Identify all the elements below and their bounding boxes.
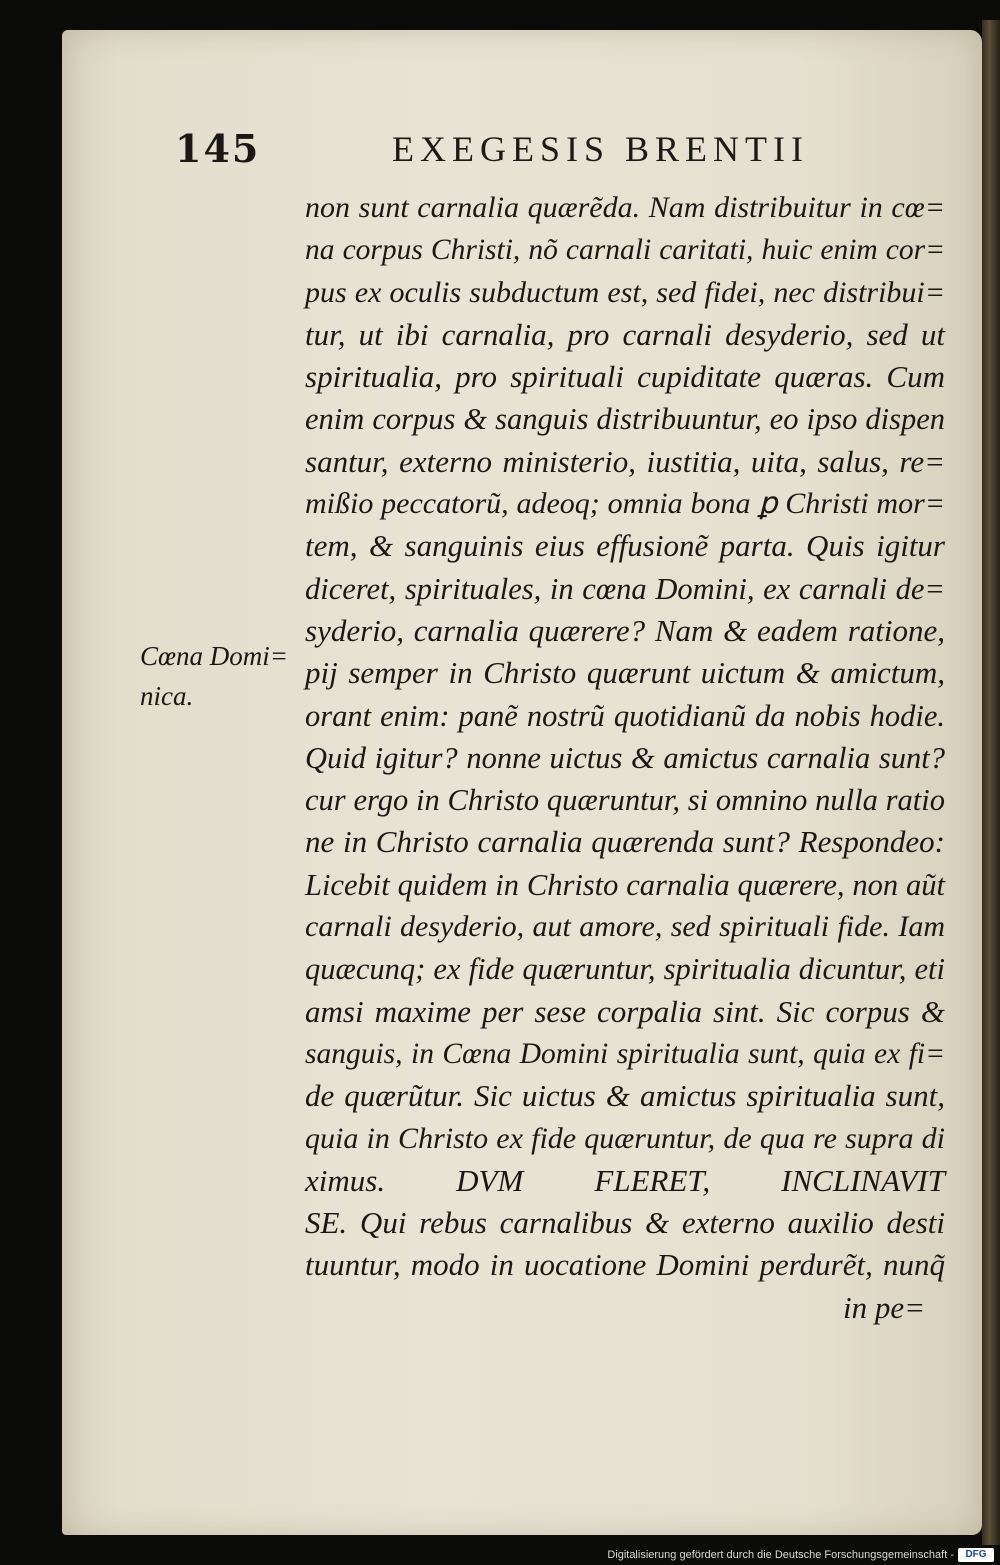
dfg-logo: DFG — [958, 1548, 994, 1562]
text-line: ximus. DVM FLERET, INCLINAVIT — [305, 1162, 945, 1198]
text-line: de quærũtur. Sic uictus & amictus spiritualia sunt, — [305, 1078, 945, 1114]
text-line: amsi maxime per sese corpalia sint. Sic corpus & — [305, 993, 945, 1029]
running-head: EXEGESIS BRENTII — [392, 129, 809, 169]
marginal-note-line: nica. — [140, 681, 194, 711]
page-number: 145 — [175, 126, 261, 171]
book-edge — [982, 20, 1000, 1545]
catchword: in pe= — [842, 1289, 925, 1325]
text-line: orant enim: panẽ nostrũ quotidianũ da nobis hodie. — [305, 698, 945, 733]
marginal-note-line: Cœna Domi= — [140, 641, 288, 671]
text-line: enim corpus & sanguis distribuuntur, eo ipso dispen — [305, 402, 945, 437]
text-line: spiritualia, pro spirituali cupiditate quæras. Cum — [305, 359, 945, 395]
text-line: ne in Christo carnalia quærenda sunt? Respondeo: — [305, 824, 945, 860]
text-line: carnali desyderio, aut amore, sed spirituali fide. Iam — [305, 910, 945, 944]
text-line: santur, externo ministerio, iustitia, uita, salus, re= — [305, 443, 945, 479]
text-line: quæcunq; ex fide quæruntur, spiritualia dicuntur, eti — [305, 952, 945, 987]
text-line: SE. Qui rebus carnalibus & externo auxilio desti — [305, 1205, 945, 1241]
text-line: tuuntur, modo in uocatione Domini perdurẽt, nunq̃ — [305, 1247, 945, 1283]
text-line: mißio peccatorũ, adeoq; omnia bona ꝑ Christi mor= — [305, 487, 945, 521]
text-line: tem, & sanguinis eius effusionẽ parta. Quis igitur — [305, 528, 945, 564]
text-line: Licebit quidem in Christo carnalia quærere, non aũt — [305, 867, 945, 902]
text-line: pus ex oculis subductum est, sed fidei, nec distribui= — [305, 275, 945, 309]
text-line: Quid igitur? nonne uictus & amictus carnalia sunt? — [305, 740, 945, 775]
text-line: diceret, spirituales, in cœna Domini, ex carnali de= — [305, 571, 945, 606]
marginal-note — [140, 636, 288, 716]
body-text — [305, 187, 945, 1329]
text-line: tur, ut ibi carnalia, pro carnali desyderio, sed ut — [305, 316, 945, 352]
text-line: na corpus Christi, nõ carnali caritati, huic enim cor= — [305, 234, 945, 267]
text-line: quia in Christo ex fide quæruntur, de qua re supra di — [305, 1121, 945, 1155]
text-line: sanguis, in Cœna Domini spiritualia sunt, quia ex fi= — [305, 1037, 945, 1070]
text-line: cur ergo in Christo quæruntur, si omnino nulla ratio — [305, 783, 945, 818]
text-line: non sunt carnalia quærẽda. Nam distribuitur in cœ= — [305, 191, 945, 224]
text-line: pij semper in Christo quærunt uictum & amictum, — [305, 655, 945, 691]
digitization-credit: Digitalisierung gefördert durch die Deutsche Forschungsgemeinschaft - — [607, 1549, 954, 1561]
text-line: syderio, carnalia quærere? Nam & eadem ratione, — [305, 612, 945, 648]
